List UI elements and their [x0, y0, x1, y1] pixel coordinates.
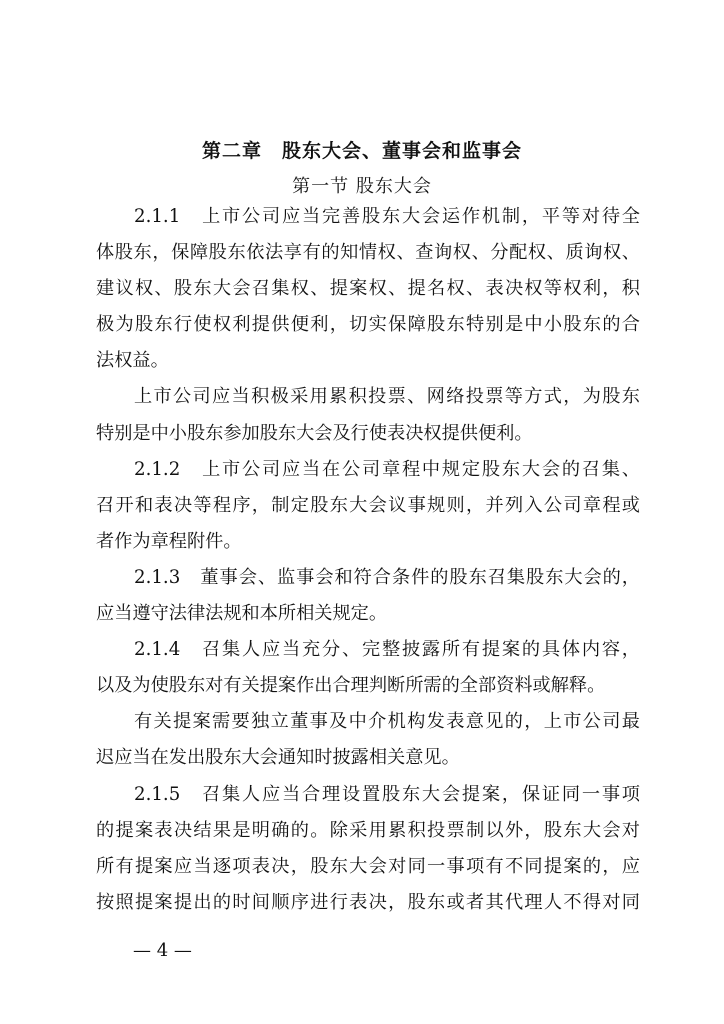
body-line: 所有提案应当逐项表决，股东大会对同一事项有不同提案的，应 [96, 855, 640, 877]
body-line: 迟应当在发出股东大会通知时披露相关意见。 [96, 747, 460, 769]
body-line: 者作为章程附件。 [96, 530, 242, 552]
chapter-title: 第二章 股东大会、董事会和监事会 [201, 140, 522, 162]
body-line: 2.1.3 董事会、监事会和符合条件的股东召集股东大会的， [134, 566, 640, 588]
body-line: 2.1.4 召集人应当充分、完整披露所有提案的具体内容， [134, 639, 640, 661]
body-line: 极为股东行使权利提供便利，切实保障股东特别是中小股东的合 [96, 314, 640, 336]
section-title: 第一节 股东大会 [292, 176, 432, 197]
body-line: 应当遵守法律法规和本所相关规定。 [96, 603, 388, 625]
body-line: 有关提案需要独立董事及中介机构发表意见的，上市公司最 [134, 711, 640, 733]
body-line: 按照提案提出的时间顺序进行表决，股东或者其代理人不得对同 [96, 891, 640, 913]
body-line: 2.1.2 上市公司应当在公司章程中规定股东大会的召集、 [134, 458, 640, 480]
body-line: 以及为使股东对有关提案作出合理判断所需的全部资料或解释。 [96, 675, 606, 697]
body-line: 2.1.5 召集人应当合理设置股东大会提案，保证同一事项 [134, 783, 640, 805]
body-line: 2.1.1 上市公司应当完善股东大会运作机制，平等对待全 [134, 206, 640, 227]
body-line: 召开和表决等程序，制定股东大会议事规则，并列入公司章程或 [96, 494, 640, 516]
body-line: 的提案表决结果是明确的。除采用累积投票制以外，股东大会对 [96, 819, 640, 841]
body-line: 建议权、股东大会召集权、提案权、提名权、表决权等权利，积 [96, 278, 640, 300]
page-number: — 4 — [133, 940, 192, 961]
body-line: 法权益。 [96, 350, 169, 372]
body-text [96, 199, 640, 921]
body-line: 特别是中小股东参加股东大会及行使表决权提供便利。 [96, 422, 533, 444]
body-line: 体股东，保障股东依法享有的知情权、查询权、分配权、质询权、 [96, 242, 640, 264]
body-line: 上市公司应当积极采用累积投票、网络投票等方式，为股东 [134, 386, 640, 408]
